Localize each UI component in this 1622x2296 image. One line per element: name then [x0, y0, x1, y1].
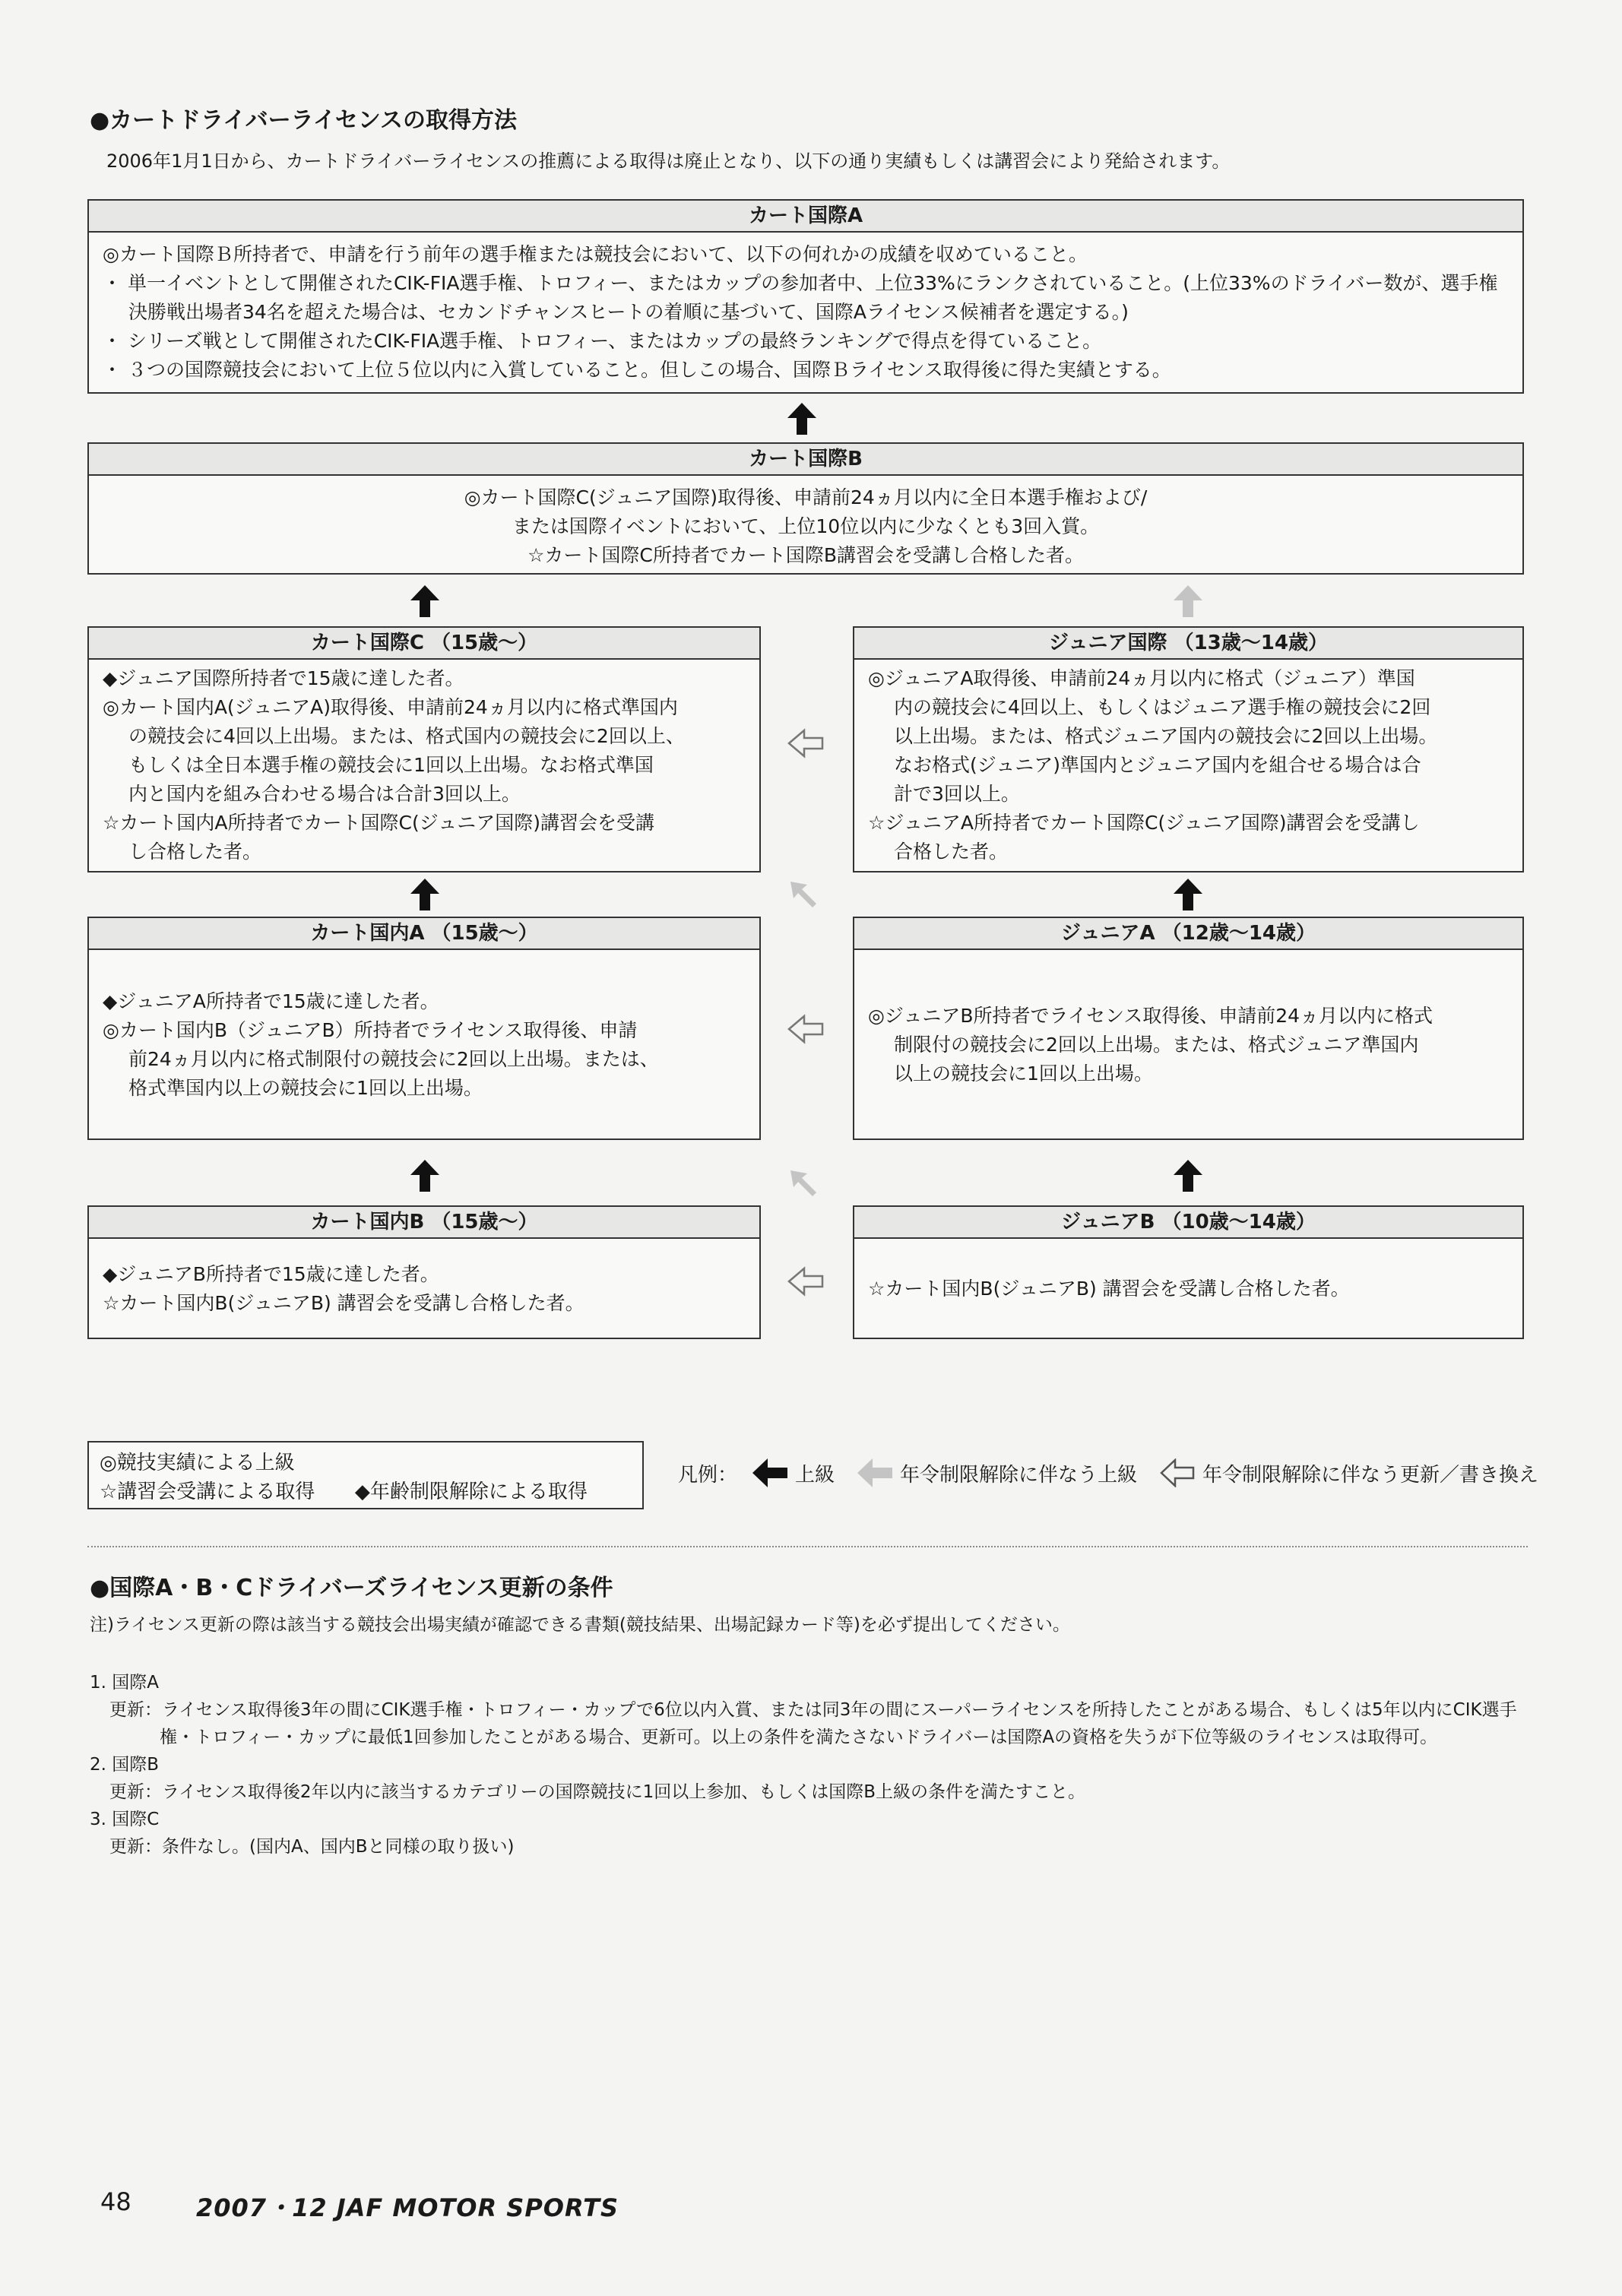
- box-title: カート国際C （15歳～）: [89, 628, 759, 660]
- box-junior-international: [853, 626, 1524, 872]
- box-line: ☆カート国内A所持者でカート国際C(ジュニア国際)講習会を受講: [103, 812, 654, 834]
- renewal-note: 注)ライセンス更新の際は該当する競技会出場実績が確認できる書類(競技結果、出場記録カード等)を必ず提出してください。: [90, 1615, 1070, 1635]
- box-line: ☆カート国内B(ジュニアB) 講習会を受講し合格した者。: [868, 1278, 1350, 1300]
- renewal-item-head: 3. 国際C: [90, 1810, 160, 1829]
- box-line: ・ ３つの国際競技会において上位５位以内に入賞していること。但しこの場合、国際Ｂライセンス取得後に得た実績とする。: [103, 359, 1171, 381]
- renewal-item-head: 1. 国際A: [90, 1673, 159, 1693]
- magazine-title: 2007・12 JAF MOTOR SPORTS: [196, 2193, 619, 2222]
- up-arrow-icon: [1174, 879, 1202, 910]
- box-line: もしくは全日本選手権の競技会に1回以上出場。なお格式準国: [128, 754, 654, 776]
- up-arrow-icon: [1174, 1160, 1202, 1192]
- section-title-license: ●カートドライバーライセンスの取得方法: [90, 107, 517, 134]
- legend-item: 年令制限解除に伴なう更新／書き換え: [1202, 1463, 1539, 1487]
- box-line: 前24ヵ月以内に格式制限付の競技会に2回以上出場。または、: [128, 1048, 659, 1070]
- box-line: ・ シリーズ戦として開催されたCIK-FIA選手権、トロフィー、またはカップの最終ランキングで得点を得ていること。: [103, 330, 1102, 352]
- up-arrow-light-icon: [1174, 585, 1202, 617]
- box-kart-national-b: [87, 1205, 761, 1339]
- section-divider: [87, 1546, 1528, 1547]
- box-line: ・ 単一イベントとして開催されたCIK-FIA選手権、トロフィー、またはカップの参加者中、上位33%にランクされていること。(上位33%のドライバー数が、選手権: [103, 272, 1498, 294]
- renewal-list: [90, 1669, 1534, 1861]
- box-line: ☆カート国内B(ジュニアB) 講習会を受講し合格した者。: [103, 1292, 584, 1314]
- legend-arrows: [678, 1456, 1538, 1490]
- box-line: 以上出場。または、格式ジュニア国内の競技会に2回以上出場。: [894, 725, 1438, 747]
- left-arrow-outline-icon: [1160, 1458, 1195, 1487]
- box-line: ☆カート国際C所持者でカート国際B講習会を受講し合格した者。: [527, 544, 1085, 566]
- box-kart-international-a: [87, 199, 1524, 394]
- box-line: ◎カート国際C(ジュニア国際)取得後、申請前24ヵ月以内に全日本選手権および/: [464, 486, 1148, 508]
- legend-key-box: [87, 1441, 644, 1509]
- up-arrow-icon: [410, 1160, 439, 1192]
- box-line: ◆ジュニアB所持者で15歳に達した者。: [103, 1263, 439, 1285]
- box-kart-international-b: [87, 442, 1524, 575]
- box-title: カート国内B （15歳～）: [89, 1207, 759, 1239]
- box-line: ◎ジュニアB所持者でライセンス取得後、申請前24ヵ月以内に格式: [868, 1005, 1434, 1027]
- box-line: 内の競技会に4回以上、もしくはジュニア選手権の競技会に2回: [894, 696, 1431, 718]
- box-line: ◆ジュニアA所持者で15歳に達した者。: [103, 990, 439, 1012]
- box-line: ◎カート国際Ｂ所持者で、申請を行う前年の選手権または競技会において、以下の何れかの成績を収めていること。: [103, 243, 1088, 265]
- box-line: ◆ジュニア国際所持者で15歳に達した者。: [103, 667, 464, 689]
- box-line: ☆ジュニアA所持者でカート国際C(ジュニア国際)講習会を受講し: [868, 812, 1420, 834]
- box-title: カート国際A: [89, 201, 1522, 233]
- legend-label: 凡例：: [678, 1463, 738, 1487]
- legend-line: ☆講習会受講による取得: [100, 1481, 315, 1503]
- renewal-item-head: 2. 国際B: [90, 1755, 160, 1775]
- box-line: または国際イベントにおいて、上位10位以内に少なくとも3回入賞。: [512, 515, 1100, 537]
- box-junior-a: [853, 917, 1524, 1140]
- box-title: ジュニアA （12歳～14歳）: [854, 918, 1522, 950]
- diagonal-arrow-light-icon: [790, 1170, 818, 1198]
- box-line: ◎ジュニアA取得後、申請前24ヵ月以内に格式（ジュニア）準国: [868, 667, 1415, 689]
- box-title: ジュニアB （10歳～14歳）: [854, 1207, 1522, 1239]
- diagonal-arrow-light-icon: [790, 882, 818, 909]
- legend-item: 年令制限解除に伴なう上級: [900, 1463, 1138, 1487]
- box-line: 決勝戦出場者34名を超えた場合は、セカンドチャンスヒートの着順に基づいて、国際Aライセンス候補者を選定する。): [128, 301, 1129, 323]
- left-arrow-outline-icon: [787, 1014, 824, 1044]
- box-line: 制限付の競技会に2回以上出場。または、格式ジュニア準国内: [894, 1034, 1419, 1056]
- section-intro: 2006年1月1日から、カートドライバーライセンスの推薦による取得は廃止となり、以下の通り実績もしくは講習会により発給されます。: [106, 150, 1231, 172]
- up-arrow-icon: [787, 403, 816, 435]
- renewal-item-line: 更新：条件なし。(国内A、国内Bと同様の取り扱い): [109, 1837, 515, 1857]
- box-title: ジュニア国際 （13歳～14歳）: [854, 628, 1522, 660]
- left-arrow-outline-icon: [787, 728, 824, 758]
- box-line: し合格した者。: [128, 841, 262, 863]
- legend-line: ◎競技実績による上級: [100, 1452, 295, 1474]
- renewal-item-line: 更新：ライセンス取得後2年以内に該当するカテゴリーの国際競技に1回以上参加、もしくは国際B上級の条件を満たすこと。: [109, 1782, 1086, 1802]
- box-kart-national-a: [87, 917, 761, 1140]
- up-arrow-icon: [410, 585, 439, 617]
- box-junior-b: [853, 1205, 1524, 1339]
- box-line: の競技会に4回以上出場。または、格式国内の競技会に2回以上、: [128, 725, 685, 747]
- box-kart-international-c: [87, 626, 761, 872]
- box-line: 合格した者。: [894, 841, 1009, 863]
- box-line: ◎カート国内B（ジュニアB）所持者でライセンス取得後、申請: [103, 1019, 638, 1041]
- renewal-item-line: 更新：ライセンス取得後3年の間にCIK選手権・トロフィー・カップで6位以内入賞、または同3年の間にスーパーライセンスを所持したことがある場合、もしくは5年以内にCIK選手: [109, 1700, 1517, 1720]
- left-arrow-icon: [752, 1458, 787, 1487]
- legend-line: ◆年齢制限解除による取得: [354, 1481, 588, 1503]
- box-line: 計で3回以上。: [894, 783, 1020, 805]
- box-line: ◎カート国内A(ジュニアA)取得後、申請前24ヵ月以内に格式準国内: [103, 696, 678, 718]
- box-line: なお格式(ジュニア)準国内とジュニア国内を組合せる場合は合: [894, 754, 1421, 776]
- left-arrow-outline-icon: [787, 1266, 824, 1297]
- renewal-item-line: 権・トロフィー・カップに最低1回参加したことがある場合、更新可。以上の条件を満たさないドライバーは国際Aの資格を失うが下位等級のライセンスは取得可。: [160, 1728, 1438, 1747]
- section-title-renewal: ●国際A・B・Cドライバーズライセンス更新の条件: [90, 1575, 613, 1601]
- legend-item: 上級: [795, 1463, 835, 1487]
- box-title: カート国際B: [89, 444, 1522, 476]
- left-arrow-light-icon: [857, 1458, 892, 1487]
- box-line: 格式準国内以上の競技会に1回以上出場。: [128, 1077, 483, 1099]
- box-line: 内と国内を組み合わせる場合は合計3回以上。: [128, 783, 521, 805]
- box-line: 以上の競技会に1回以上出場。: [894, 1062, 1153, 1085]
- page-number: 48: [100, 2187, 131, 2216]
- up-arrow-icon: [410, 879, 439, 910]
- box-title: カート国内A （15歳～）: [89, 918, 759, 950]
